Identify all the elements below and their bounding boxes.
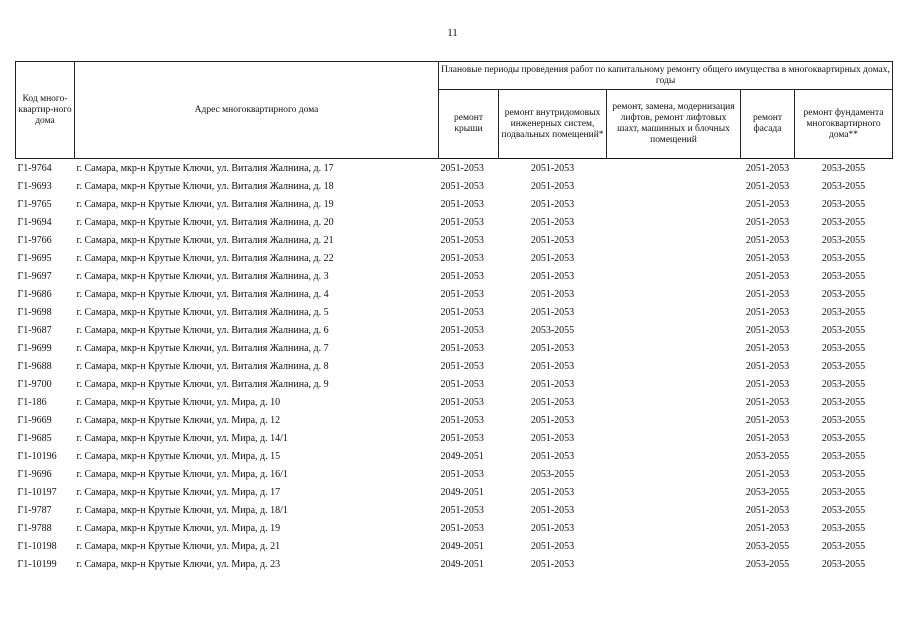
roof-period-cell: 2051-2053 (440, 522, 484, 534)
lifts-period-cell (607, 231, 741, 249)
foundation-period-cell: 2053-2055 (821, 450, 866, 462)
table-row (16, 501, 893, 519)
foundation-period-cell: 2053-2055 (821, 432, 866, 444)
roof-period-cell: 2051-2053 (440, 252, 484, 264)
foundation-period-cell: 2053-2055 (821, 522, 866, 534)
facade-period-cell: 2053-2055 (745, 558, 790, 570)
roof-period-cell: 2051-2053 (440, 306, 484, 318)
facade-period-cell: 2051-2053 (745, 414, 790, 426)
facade-period-cell: 2051-2053 (745, 396, 790, 408)
house-code-cell: Г1-9697 (17, 270, 52, 282)
house-code-cell: Г1-9685 (17, 432, 52, 444)
page-number: 11 (447, 27, 458, 39)
lifts-period-cell (607, 483, 741, 501)
lifts-period-cell (607, 285, 741, 303)
facade-period-cell: 2051-2053 (745, 522, 790, 534)
house-code-cell: Г1-9694 (17, 216, 52, 228)
facade-period-cell: 2051-2053 (745, 252, 790, 264)
foundation-period-cell: 2053-2055 (821, 270, 866, 282)
header-lifts: ремонт, замена, модернизация лифтов, ремонт лифтовых шахт, машинных и блочных помещений (607, 90, 741, 159)
systems-period-cell: 2051-2053 (530, 216, 575, 228)
systems-period-cell: 2053-2055 (530, 324, 575, 336)
facade-period-cell: 2051-2053 (745, 288, 790, 300)
systems-period-cell: 2051-2053 (530, 270, 575, 282)
house-code-cell: Г1-9698 (17, 306, 52, 318)
systems-period-cell: 2051-2053 (530, 558, 575, 570)
table-row (16, 483, 893, 501)
systems-period-cell: 2051-2053 (530, 180, 575, 192)
foundation-period-cell: 2053-2055 (821, 504, 866, 516)
house-code-cell: Г1-10197 (17, 486, 57, 498)
lifts-period-cell (607, 411, 741, 429)
table-row (16, 375, 893, 393)
facade-period-cell: 2051-2053 (745, 468, 790, 480)
roof-period-cell: 2051-2053 (440, 324, 484, 336)
lifts-period-cell (607, 267, 741, 285)
systems-period-cell: 2051-2053 (530, 432, 575, 444)
table-row (16, 447, 893, 465)
systems-period-cell: 2051-2053 (530, 252, 575, 264)
lifts-period-cell (607, 213, 741, 231)
systems-period-cell: 2051-2053 (530, 342, 575, 354)
lifts-period-cell (607, 375, 741, 393)
table-row (16, 339, 893, 357)
header-code: Код много-квартир-ного дома (16, 62, 75, 159)
table-row (16, 393, 893, 411)
house-code-cell: Г1-9766 (17, 234, 52, 246)
facade-period-cell: 2051-2053 (745, 198, 790, 210)
roof-period-cell: 2049-2051 (440, 486, 484, 498)
facade-period-cell: 2051-2053 (745, 324, 790, 336)
address-cell: г. Самара, мкр-н Крутые Ключи, ул. Виталия Жалнина, д. 20 (76, 216, 334, 228)
roof-period-cell: 2051-2053 (440, 234, 484, 246)
systems-period-cell: 2051-2053 (530, 504, 575, 516)
house-code-cell: Г1-9700 (17, 378, 52, 390)
foundation-period-cell: 2053-2055 (821, 180, 866, 192)
roof-period-cell: 2051-2053 (440, 432, 484, 444)
house-code-cell: Г1-10198 (17, 540, 57, 552)
lifts-period-cell (607, 519, 741, 537)
systems-period-cell: 2051-2053 (530, 522, 575, 534)
address-cell: г. Самара, мкр-н Крутые Ключи, ул. Мира, д. 12 (76, 414, 281, 426)
lifts-period-cell (607, 339, 741, 357)
systems-period-cell: 2051-2053 (530, 360, 575, 372)
foundation-period-cell: 2053-2055 (821, 378, 866, 390)
lifts-period-cell (607, 177, 741, 195)
house-code-cell: Г1-9765 (17, 198, 52, 210)
table-row (16, 231, 893, 249)
table-body (16, 159, 893, 574)
foundation-period-cell: 2053-2055 (821, 414, 866, 426)
facade-period-cell: 2051-2053 (745, 378, 790, 390)
lifts-period-cell (607, 357, 741, 375)
roof-period-cell: 2051-2053 (440, 468, 484, 480)
facade-period-cell: 2051-2053 (745, 162, 790, 174)
systems-period-cell: 2053-2055 (530, 468, 575, 480)
address-cell: г. Самара, мкр-н Крутые Ключи, ул. Виталия Жалнина, д. 5 (76, 306, 329, 318)
table-row (16, 429, 893, 447)
roof-period-cell: 2051-2053 (440, 342, 484, 354)
systems-period-cell: 2051-2053 (530, 414, 575, 426)
lifts-period-cell (607, 321, 741, 339)
foundation-period-cell: 2053-2055 (821, 540, 866, 552)
foundation-period-cell: 2053-2055 (821, 288, 866, 300)
address-cell: г. Самара, мкр-н Крутые Ключи, ул. Виталия Жалнина, д. 4 (76, 288, 329, 300)
lifts-period-cell (607, 447, 741, 465)
facade-period-cell: 2051-2053 (745, 432, 790, 444)
table-row (16, 357, 893, 375)
house-code-cell: Г1-9693 (17, 180, 52, 192)
address-cell: г. Самара, мкр-н Крутые Ключи, ул. Мира, д. 23 (76, 558, 281, 570)
address-cell: г. Самара, мкр-н Крутые Ключи, ул. Виталия Жалнина, д. 17 (76, 162, 334, 174)
roof-period-cell: 2051-2053 (440, 216, 484, 228)
table-row (16, 303, 893, 321)
header-facade: ремонт фасада (741, 90, 795, 159)
address-cell: г. Самара, мкр-н Крутые Ключи, ул. Виталия Жалнина, д. 9 (76, 378, 329, 390)
facade-period-cell: 2053-2055 (745, 540, 790, 552)
facade-period-cell: 2051-2053 (745, 504, 790, 516)
address-cell: г. Самара, мкр-н Крутые Ключи, ул. Виталия Жалнина, д. 8 (76, 360, 329, 372)
table-row (16, 411, 893, 429)
address-cell: г. Самара, мкр-н Крутые Ключи, ул. Мира, д. 10 (76, 396, 281, 408)
address-cell: г. Самара, мкр-н Крутые Ключи, ул. Виталия Жалнина, д. 21 (76, 234, 334, 246)
lifts-period-cell (607, 159, 741, 178)
foundation-period-cell: 2053-2055 (821, 396, 866, 408)
table-row (16, 267, 893, 285)
foundation-period-cell: 2053-2055 (821, 558, 866, 570)
house-code-cell: Г1-9764 (17, 162, 52, 174)
address-cell: г. Самара, мкр-н Крутые Ключи, ул. Мира, д. 21 (76, 540, 281, 552)
facade-period-cell: 2051-2053 (745, 342, 790, 354)
foundation-period-cell: 2053-2055 (821, 198, 866, 210)
roof-period-cell: 2049-2051 (440, 450, 484, 462)
lifts-period-cell (607, 303, 741, 321)
facade-period-cell: 2051-2053 (745, 306, 790, 318)
house-code-cell: Г1-9696 (17, 468, 52, 480)
roof-period-cell: 2051-2053 (440, 378, 484, 390)
foundation-period-cell: 2053-2055 (821, 306, 866, 318)
header-address: Адрес многоквартирного дома (75, 62, 439, 159)
lifts-period-cell (607, 195, 741, 213)
header-periods-group: Плановые периоды проведения работ по капитальному ремонту общего имущества в многоквартирных домах, годы (439, 62, 893, 90)
table-row (16, 249, 893, 267)
systems-period-cell: 2051-2053 (530, 162, 575, 174)
table-row (16, 519, 893, 537)
foundation-period-cell: 2053-2055 (821, 324, 866, 336)
table-row (16, 537, 893, 555)
address-cell: г. Самара, мкр-н Крутые Ключи, ул. Мира, д. 16/1 (76, 468, 288, 480)
address-cell: г. Самара, мкр-н Крутые Ключи, ул. Мира, д. 14/1 (76, 432, 288, 444)
table-row (16, 213, 893, 231)
house-code-cell: Г1-9669 (17, 414, 52, 426)
systems-period-cell: 2051-2053 (530, 396, 575, 408)
address-cell: г. Самара, мкр-н Крутые Ключи, ул. Мира, д. 19 (76, 522, 281, 534)
roof-period-cell: 2051-2053 (440, 162, 484, 174)
house-code-cell: Г1-9699 (17, 342, 52, 354)
table-row (16, 465, 893, 483)
facade-period-cell: 2051-2053 (745, 234, 790, 246)
foundation-period-cell: 2053-2055 (821, 468, 866, 480)
address-cell: г. Самара, мкр-н Крутые Ключи, ул. Виталия Жалнина, д. 7 (76, 342, 329, 354)
capital-repair-table (15, 61, 893, 573)
lifts-period-cell (607, 537, 741, 555)
house-code-cell: Г1-9695 (17, 252, 52, 264)
systems-period-cell: 2051-2053 (530, 540, 575, 552)
house-code-cell: Г1-9787 (17, 504, 52, 516)
header-foundation: ремонт фундамента многоквартирного дома** (795, 90, 893, 159)
facade-period-cell: 2051-2053 (745, 180, 790, 192)
house-code-cell: Г1-10196 (17, 450, 57, 462)
systems-period-cell: 2051-2053 (530, 306, 575, 318)
roof-period-cell: 2049-2051 (440, 540, 484, 552)
systems-period-cell: 2051-2053 (530, 288, 575, 300)
lifts-period-cell (607, 501, 741, 519)
facade-period-cell: 2051-2053 (745, 216, 790, 228)
roof-period-cell: 2051-2053 (440, 360, 484, 372)
house-code-cell: Г1-9688 (17, 360, 52, 372)
house-code-cell: Г1-10199 (17, 558, 57, 570)
foundation-period-cell: 2053-2055 (821, 162, 866, 174)
lifts-period-cell (607, 429, 741, 447)
facade-period-cell: 2051-2053 (745, 360, 790, 372)
foundation-period-cell: 2053-2055 (821, 486, 866, 498)
facade-period-cell: 2051-2053 (745, 270, 790, 282)
table-row (16, 159, 893, 178)
address-cell: г. Самара, мкр-н Крутые Ключи, ул. Виталия Жалнина, д. 18 (76, 180, 334, 192)
house-code-cell: Г1-9687 (17, 324, 52, 336)
roof-period-cell: 2051-2053 (440, 180, 484, 192)
lifts-period-cell (607, 249, 741, 267)
address-cell: г. Самара, мкр-н Крутые Ключи, ул. Виталия Жалнина, д. 22 (76, 252, 334, 264)
table-row (16, 555, 893, 573)
address-cell: г. Самара, мкр-н Крутые Ключи, ул. Мира, д. 15 (76, 450, 281, 462)
roof-period-cell: 2051-2053 (440, 414, 484, 426)
house-code-cell: Г1-9788 (17, 522, 52, 534)
systems-period-cell: 2051-2053 (530, 198, 575, 210)
roof-period-cell: 2051-2053 (440, 288, 484, 300)
lifts-period-cell (607, 393, 741, 411)
address-cell: г. Самара, мкр-н Крутые Ключи, ул. Мира, д. 17 (76, 486, 281, 498)
address-cell: г. Самара, мкр-н Крутые Ключи, ул. Виталия Жалнина, д. 3 (76, 270, 329, 282)
roof-period-cell: 2051-2053 (440, 270, 484, 282)
facade-period-cell: 2053-2055 (745, 486, 790, 498)
facade-period-cell: 2053-2055 (745, 450, 790, 462)
house-code-cell: Г1-9686 (17, 288, 52, 300)
lifts-period-cell (607, 555, 741, 573)
address-cell: г. Самара, мкр-н Крутые Ключи, ул. Виталия Жалнина, д. 19 (76, 198, 334, 210)
roof-period-cell: 2051-2053 (440, 396, 484, 408)
table-row (16, 321, 893, 339)
systems-period-cell: 2051-2053 (530, 486, 575, 498)
foundation-period-cell: 2053-2055 (821, 234, 866, 246)
roof-period-cell: 2051-2053 (440, 504, 484, 516)
address-cell: г. Самара, мкр-н Крутые Ключи, ул. Виталия Жалнина, д. 6 (76, 324, 329, 336)
systems-period-cell: 2051-2053 (530, 450, 575, 462)
header-roof: ремонт крыши (439, 90, 499, 159)
lifts-period-cell (607, 465, 741, 483)
address-cell: г. Самара, мкр-н Крутые Ключи, ул. Мира, д. 18/1 (76, 504, 288, 516)
systems-period-cell: 2051-2053 (530, 378, 575, 390)
roof-period-cell: 2049-2051 (440, 558, 484, 570)
foundation-period-cell: 2053-2055 (821, 252, 866, 264)
foundation-period-cell: 2053-2055 (821, 342, 866, 354)
table-row (16, 285, 893, 303)
house-code-cell: Г1-186 (17, 396, 47, 408)
table-row (16, 195, 893, 213)
foundation-period-cell: 2053-2055 (821, 216, 866, 228)
foundation-period-cell: 2053-2055 (821, 360, 866, 372)
table-row (16, 177, 893, 195)
roof-period-cell: 2051-2053 (440, 198, 484, 210)
header-systems: ремонт внутридомовых инженерных систем, подвальных помещений* (499, 90, 607, 159)
systems-period-cell: 2051-2053 (530, 234, 575, 246)
